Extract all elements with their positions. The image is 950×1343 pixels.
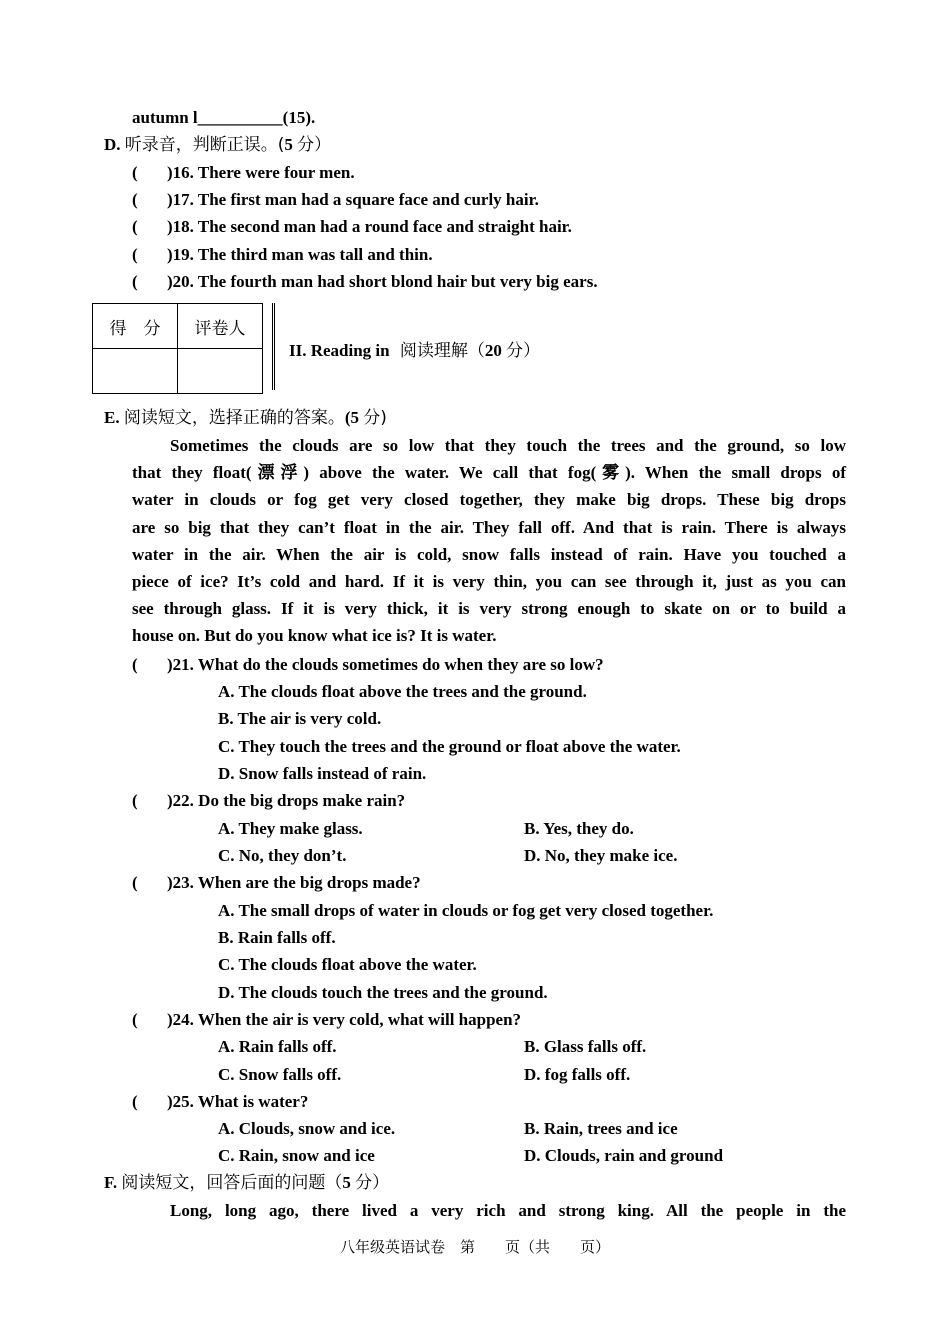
passage-line: Long, long ago, there lived a very rich and strong king. All the people in the (170, 1201, 846, 1220)
page-footer: 八年级英语试卷 第 页（共 页） (339, 1238, 610, 1256)
question-17 (132, 190, 539, 210)
passage-line: water in the air. When the air is cold, snow falls instead of rain. Have you touched a (132, 544, 846, 564)
passage-f (132, 1197, 846, 1224)
passage-line: water in clouds or fog get very closed together, they make big drops. These big drops (132, 490, 846, 510)
question-23 (132, 873, 421, 893)
grader-label: 评卷人 (178, 304, 263, 349)
score-cell[interactable] (93, 349, 178, 394)
section-e-heading (104, 408, 387, 428)
answer-paren[interactable]: ( (132, 245, 138, 264)
question-21 (132, 655, 604, 675)
question-20 (132, 272, 598, 292)
question-text: )25. What is water? (167, 1092, 309, 1111)
section-e-score: (5 (344, 408, 360, 427)
option-b: B. The air is very cold. (218, 709, 382, 728)
option-b: B. Rain falls off. (218, 928, 336, 947)
part-2-heading (289, 341, 540, 361)
question-18 (132, 217, 572, 237)
passage-e (132, 432, 846, 650)
option-c: C. The clouds float above the water. (218, 955, 477, 974)
question-25 (132, 1092, 308, 1112)
option-c: C. Snow falls off. (218, 1065, 342, 1084)
part-2-title: II. Reading in (289, 341, 390, 360)
question-text: )19. The third man was tall and thin. (167, 245, 433, 264)
option-a: A. The clouds float above the trees and the ground. (218, 682, 587, 701)
score-table (92, 303, 263, 394)
option-b: B. Glass falls off. (524, 1037, 647, 1056)
top-line: autumn l__________(15). (132, 108, 316, 127)
part-2-score: 20 (484, 341, 502, 360)
section-d-score: 5 (284, 135, 293, 154)
option-d: D. The clouds touch the trees and the ground. (218, 983, 548, 1002)
answer-paren[interactable]: ( (132, 655, 138, 674)
part-2-unit: 分） (506, 341, 541, 361)
section-f-score: 5 (342, 1173, 351, 1192)
question-text: )24. When the air is very cold, what will happen? (167, 1010, 522, 1029)
option-a: A. Clouds, snow and ice. (218, 1119, 396, 1138)
question-22 (132, 791, 405, 811)
question-text: )18. The second man had a round face and straight hair. (167, 217, 572, 236)
grader-cell[interactable] (178, 349, 263, 394)
passage-line: see through glass. If it is very thick, it is very strong enough to skate on or to build a (132, 599, 846, 619)
answer-paren[interactable]: ( (132, 873, 138, 892)
answer-paren[interactable]: ( (132, 272, 138, 291)
section-d-title: 听录音，判断正误。( (124, 135, 285, 155)
part-2-cn: 阅读理解（ (399, 341, 485, 361)
passage-line: house on. But do you know what ice is? It is water. (132, 626, 497, 646)
score-label: 得 分 (93, 304, 178, 349)
section-e-unit: 分) (363, 408, 387, 428)
passage-line: Sometimes the clouds are so low that they touch the trees and the ground, so low (170, 436, 846, 455)
section-d-unit: 分） (297, 135, 332, 155)
option-c: C. No, they don’t. (218, 846, 347, 865)
question-text: )22. Do the big drops make rain? (167, 791, 406, 810)
answer-paren[interactable]: ( (132, 1010, 138, 1029)
option-b: B. Rain, trees and ice (524, 1119, 678, 1138)
option-d: D. No, they make ice. (524, 846, 678, 865)
question-16 (132, 163, 355, 183)
section-f-title: 阅读短文，回答后面的问题（ (121, 1173, 343, 1193)
passage-line: piece of ice? It’s cold and hard. If it is very thin, you can see through it, just as you can (132, 571, 846, 591)
section-f-unit: 分） (355, 1173, 390, 1193)
passage-line: are so big that they can’t float in the air. They fall off. And that is rain. There is always (132, 517, 846, 537)
question-text: )16. There were four men. (167, 163, 355, 182)
section-f-label: F. (104, 1173, 118, 1192)
question-text: )21. What do the clouds sometimes do when they are so low? (167, 655, 604, 674)
question-text: )17. The first man had a square face and curly hair. (167, 190, 539, 209)
option-c: C. Rain, snow and ice (218, 1146, 375, 1165)
option-d: D. fog falls off. (524, 1065, 631, 1084)
question-text: )20. The fourth man had short blond hair but very big ears. (167, 272, 598, 291)
question-19 (132, 245, 433, 265)
option-b: B. Yes, they do. (524, 819, 634, 838)
option-a: A. The small drops of water in clouds or fog get very closed together. (218, 901, 714, 920)
section-d-label: D. (104, 135, 121, 154)
option-d: D. Snow falls instead of rain. (218, 764, 427, 783)
section-e-title: 阅读短文，选择正确的答案。 (123, 408, 345, 428)
option-d: D. Clouds, rain and ground (524, 1146, 724, 1165)
question-text: )23. When are the big drops made? (167, 873, 421, 892)
section-d-heading (104, 135, 331, 155)
option-c: C. They touch the trees and the ground or float above the water. (218, 737, 681, 756)
answer-paren[interactable]: ( (132, 163, 138, 182)
answer-paren[interactable]: ( (132, 1092, 138, 1111)
option-a: A. They make glass. (218, 819, 363, 838)
question-24 (132, 1010, 521, 1030)
section-e-label: E. (104, 408, 120, 427)
section-f-heading (104, 1173, 389, 1193)
answer-paren[interactable]: ( (132, 217, 138, 236)
answer-paren[interactable]: ( (132, 791, 138, 810)
option-a: A. Rain falls off. (218, 1037, 337, 1056)
answer-paren[interactable]: ( (132, 190, 138, 209)
passage-line: that they float(漂浮) above the water. We call that fog(雾). When the small drops of (132, 463, 846, 483)
